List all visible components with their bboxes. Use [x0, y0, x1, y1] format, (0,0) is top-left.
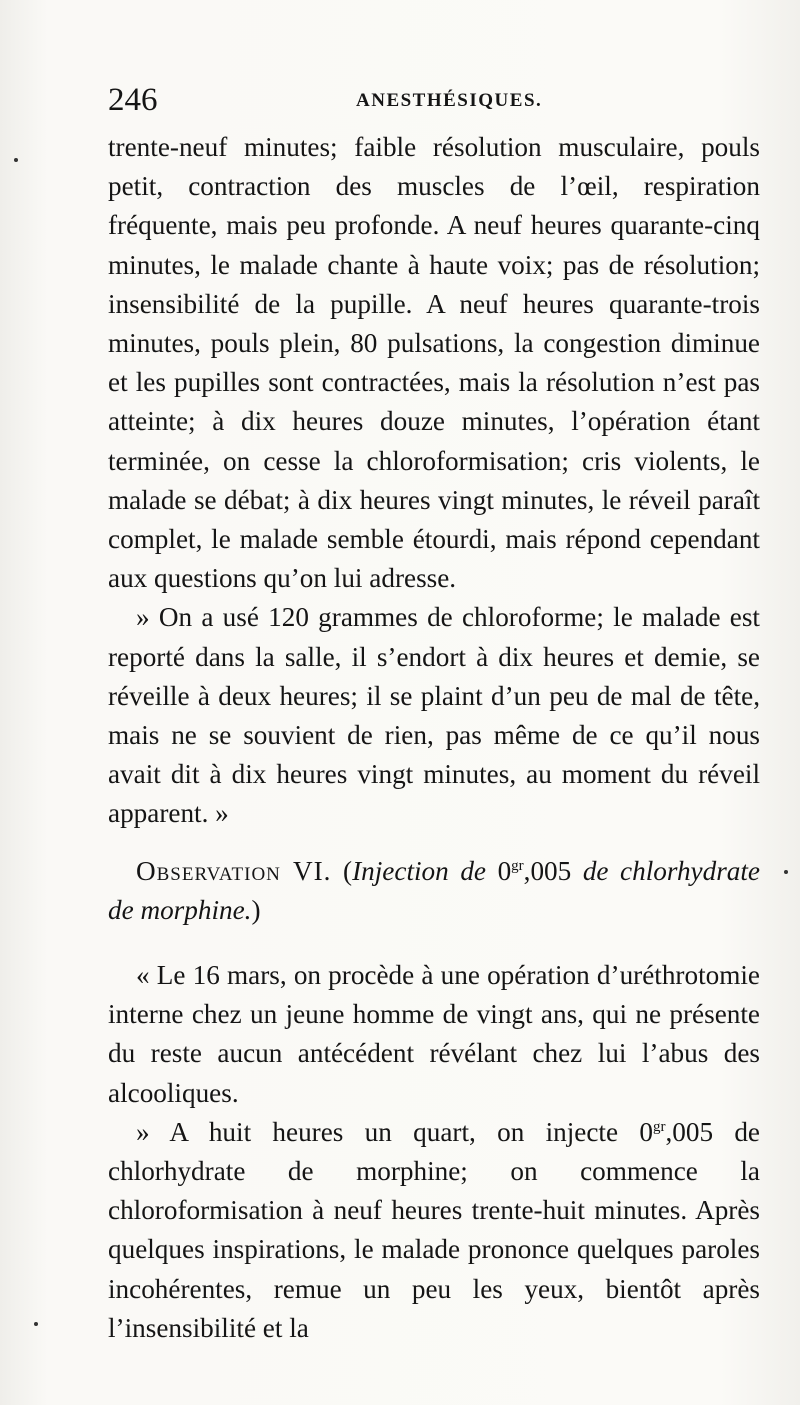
injection-text-b: ,005 de chlorhydrate de morphine; on commence la chloroformisation à neuf heures trente-huit minutes. Après quelques inspirations, le malade prononce quelques paroles incohérentes, remue un peu les yeux, bientôt après l’insensibilité et la: [108, 1116, 760, 1343]
observation-dose-unit: gr: [511, 857, 524, 874]
paragraph-case-intro: « Le 16 mars, on procède à une opération d’uréthrotomie interne chez un jeune homme de vingt ans, qui ne présente du reste aucun antécédent révélant chez lui l’abus des alcooliques.: [108, 960, 760, 1108]
paragraph-injection: [108, 1113, 760, 1348]
running-head: [108, 80, 760, 120]
observation-dose-value: 0: [497, 855, 512, 886]
observation-heading: [108, 852, 760, 930]
observation-paren-open: (: [331, 855, 353, 886]
scan-speck: [14, 158, 18, 162]
observation-label: Observation VI.: [136, 855, 332, 886]
observation-title-part1: Injection de: [352, 855, 498, 886]
running-title: ANESTHÉSIQUES.: [356, 90, 543, 111]
observation-paren-close: ): [251, 894, 261, 925]
scan-speck: [784, 870, 788, 874]
body-text: [108, 128, 760, 1348]
paragraph-continuation: trente-neuf minutes; faible résolution musculaire, pouls petit, contraction des muscles de l’œil, respiration fréquente, mais peu profonde. A neuf heures quarante-cinq minutes, le malade chante à haute voix; pas de résolution; insensibilité de la pupille. A neuf heures quarante-trois minutes, pouls plein, 80 pulsations, la congestion diminue et les pupilles sont contractées, mais la résolution n’est pas atteinte; à dix heures douze minutes, l’opération étant terminée, on cesse la chloroformisation; cris violents, le malade se débat; à dix heures vingt minutes, le réveil paraît complet, le malade semble étourdi, mais répond cependant aux questions qu’on lui adresse.: [108, 132, 760, 594]
injection-unit: gr: [652, 1118, 666, 1135]
observation-title-part2: de chlorhydrate de morphine.: [108, 855, 760, 925]
scan-speck: [34, 1322, 38, 1326]
paragraph-chloroform-amount: » On a usé 120 grammes de chloroforme; le malade est reporté dans la salle, il s’endort à dix heures et demie, se réveille à deux heures; il se plaint d’un peu de mal de tête, mais ne se souvient de rien, pas même de ce qu’il nous avait dit à dix heures vingt minutes, au moment du réveil apparent. »: [108, 602, 760, 829]
observation-dose-decimal: ,005: [523, 855, 572, 886]
page-number: 246: [108, 82, 158, 118]
injection-text-a: » A huit heures un quart, on injecte 0: [136, 1116, 653, 1147]
